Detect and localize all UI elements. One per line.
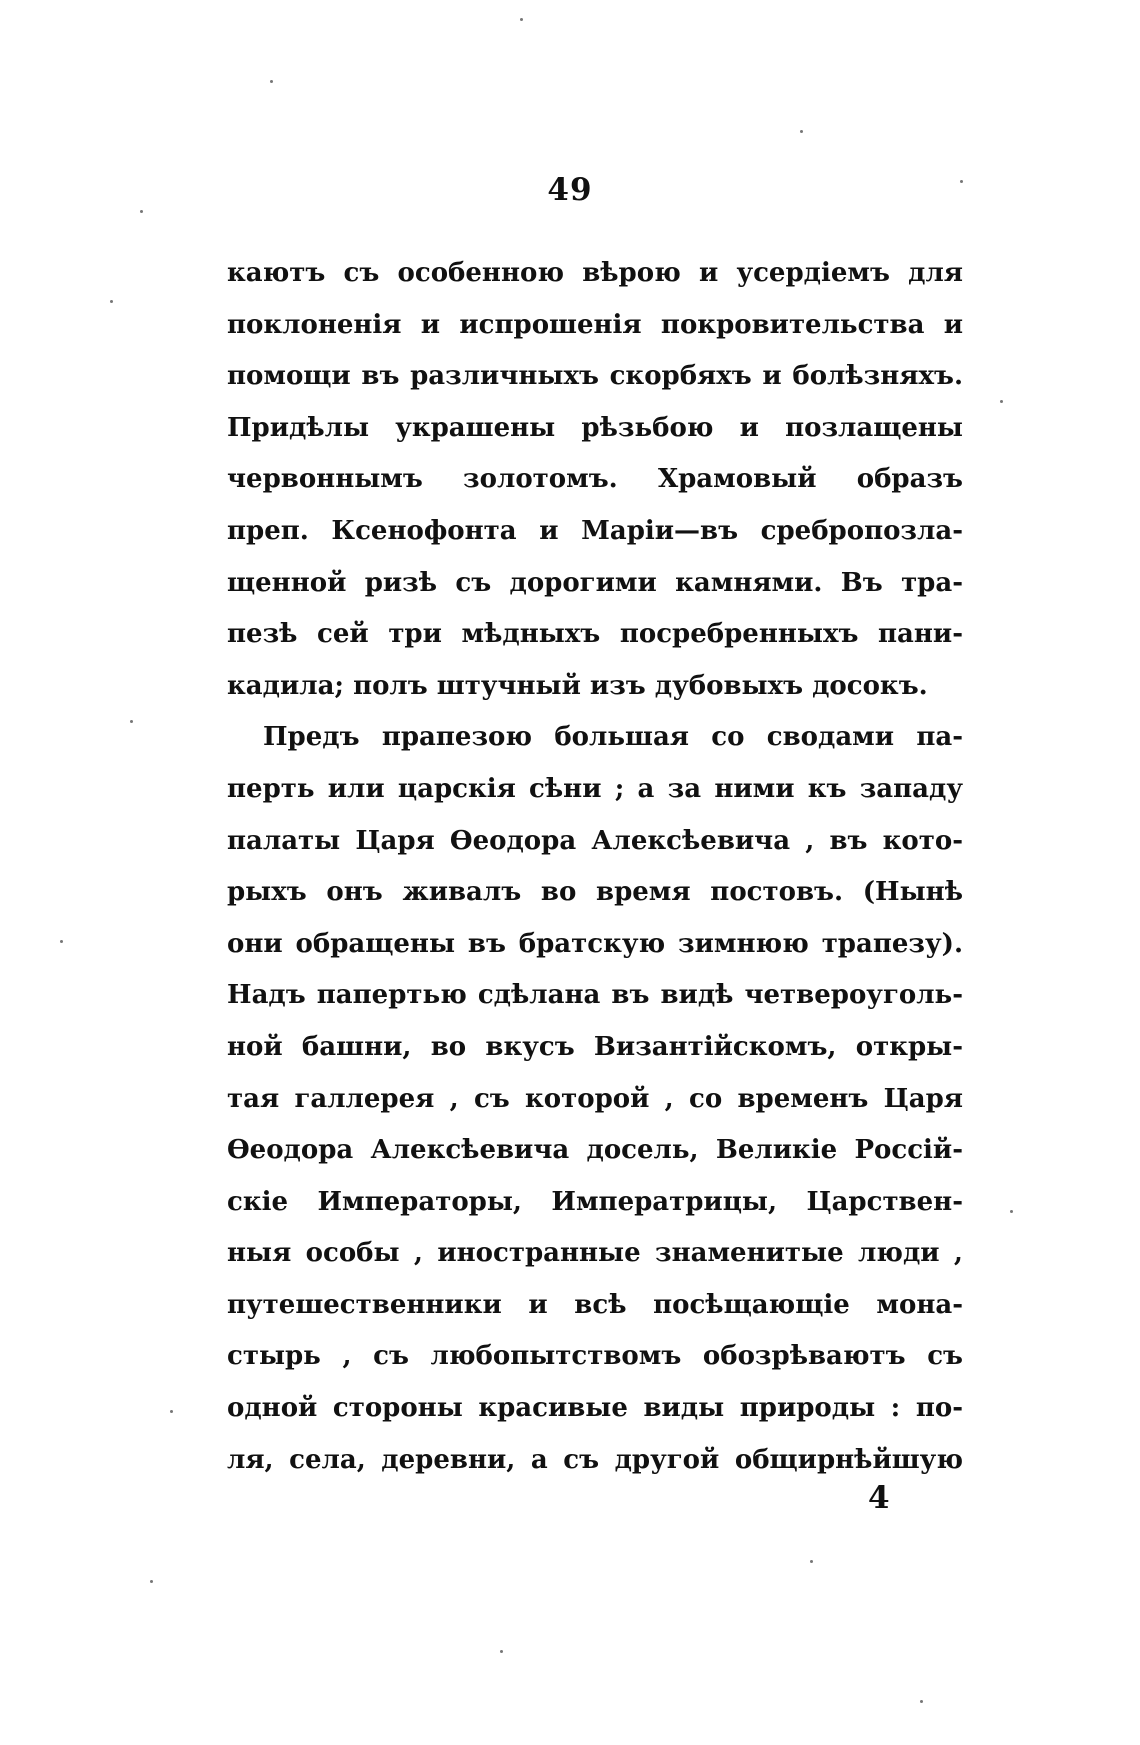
- text-line: поклоненія и испрошенія покровительства и: [227, 309, 963, 340]
- scan-speck: [1010, 1210, 1013, 1213]
- scan-speck: [810, 1560, 813, 1563]
- text-line: скіе Императоры, Императрицы, Царствен-: [227, 1186, 963, 1217]
- text-line: ныя особы , иностранные знаменитые люди ,: [227, 1238, 963, 1269]
- text-line: червоннымъ золотомъ. Храмовый образъ: [227, 464, 963, 495]
- text-line: Ѳеодора Алексѣевича досель, Великіе Россій-: [227, 1135, 963, 1166]
- text-line: стырь , съ любопытствомъ обозрѣваютъ съ: [227, 1341, 963, 1372]
- scan-speck: [60, 940, 63, 943]
- text-line: рыхъ онъ живалъ во время постовъ. (Нынѣ: [227, 877, 963, 908]
- text-line: каютъ съ особенною вѣрою и усердіемъ для: [227, 258, 963, 288]
- text-line: Предъ прапезою большая со сводами па-: [263, 722, 963, 753]
- scan-speck: [130, 720, 133, 723]
- text-line: одной стороны красивые виды природы : по-: [227, 1393, 963, 1424]
- text-line: они обращены въ братскую зимнюю трапезу).: [227, 928, 963, 959]
- scan-speck: [1000, 400, 1003, 403]
- body-text: [227, 248, 963, 1486]
- text-line: преп. Ксенофонта и Маріи—въ сребропозла-: [227, 515, 963, 546]
- text-line: ной башни, во вкусъ Византійскомъ, откры-: [227, 1031, 963, 1062]
- signature-mark: 4: [868, 1480, 890, 1516]
- scan-speck: [800, 130, 803, 133]
- text-line: Придѣлы украшены рѣзьбою и позлащены: [227, 412, 963, 443]
- text-line: пезѣ сей три мѣдныхъ посребренныхъ пани-: [227, 619, 963, 650]
- text-line: помощи въ различныхъ скорбяхъ и болѣзняхъ.: [227, 361, 963, 392]
- scan-speck: [170, 1410, 173, 1413]
- text-line: кадила; полъ штучный изъ дубовыхъ досокъ.: [227, 670, 928, 701]
- scan-speck: [150, 1580, 153, 1583]
- scan-speck: [500, 1650, 503, 1653]
- scan-speck: [140, 210, 143, 213]
- text-line: ля, села, деревни, а съ другой общирнѣйшую: [227, 1444, 963, 1475]
- page-number: 49: [547, 172, 593, 208]
- text-line: перть или царскія сѣни ; а за ними къ западу: [227, 773, 963, 804]
- scan-speck: [520, 18, 523, 21]
- scan-speck: [960, 180, 963, 183]
- text-line: палаты Царя Ѳеодора Алексѣевича , въ кото-: [227, 825, 963, 856]
- scan-speck: [920, 1700, 923, 1703]
- text-line: щенной ризѣ съ дорогими камнями. Въ тра-: [227, 567, 963, 598]
- text-line: тая галлерея , съ которой , со временъ Царя: [227, 1083, 963, 1114]
- scan-speck: [110, 300, 113, 303]
- text-line: Надъ папертью сдѣлана въ видѣ четвероуголь-: [227, 980, 963, 1011]
- scan-speck: [270, 80, 273, 83]
- text-line: путешественники и всѣ посѣщающіе мона-: [227, 1289, 963, 1320]
